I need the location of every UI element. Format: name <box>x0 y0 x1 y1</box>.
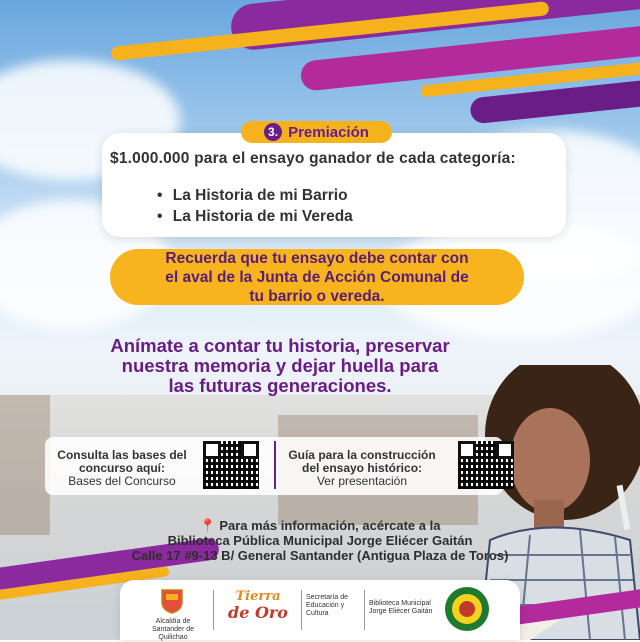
qr-code-guide[interactable] <box>458 441 514 489</box>
reminder-line: tu barrio o vereda. <box>249 287 385 305</box>
qr-right-text <box>281 449 443 488</box>
qr-left-text <box>47 449 197 488</box>
footer-logos <box>120 580 520 640</box>
motto-line: las futuras generaciones. <box>168 375 392 396</box>
category-item: • La Historia de mi Barrio <box>157 185 353 206</box>
bases-link[interactable]: Bases del Concurso <box>68 474 176 488</box>
prize-card <box>102 133 566 237</box>
divider <box>274 441 276 489</box>
qr-code-bases[interactable] <box>203 441 259 489</box>
motto-line: nuestra memoria y dejar huella para <box>121 355 439 376</box>
reminder-line: Recuerda que tu ensayo debe contar con <box>165 249 469 267</box>
qr-right-title: del ensayo histórico: <box>301 461 423 475</box>
logo-text: Tierra <box>235 589 281 604</box>
bookshelf <box>0 395 50 535</box>
category-list <box>157 185 353 227</box>
prize-description: $1.000.000 para el ensayo ganador de cada categoría: <box>110 150 516 167</box>
info-line: Para más información, acércate a la <box>219 518 441 533</box>
contact-info <box>100 518 540 563</box>
municipal-shield-icon <box>160 588 184 614</box>
logo-divider <box>301 590 302 630</box>
info-line: Biblioteca Pública Municipal Jorge Eliécer Gaitán <box>167 533 473 548</box>
tierra-de-oro-logo <box>218 590 298 621</box>
qr-left-title: Consulta las bases del <box>57 448 187 462</box>
presentation-link[interactable]: Ver presentación <box>316 474 408 488</box>
secretaria-label: Secretaría de Educación y Cultura <box>306 594 349 617</box>
reminder-banner <box>110 249 524 305</box>
motto-text <box>60 336 500 396</box>
biblioteca-label: Biblioteca Municipal Jorge Eliécer Gaitán <box>369 600 433 615</box>
qr-left-title: concurso aquí: <box>78 461 165 475</box>
logo-divider <box>364 590 365 630</box>
section-number: 3. <box>264 123 282 141</box>
category-item: • La Historia de mi Vereda <box>157 206 353 227</box>
reminder-line: el aval de la Junta de Acción Comunal de <box>165 268 469 286</box>
section-title: Premiación <box>288 123 369 141</box>
asocomunal-seal-icon <box>444 586 490 632</box>
qr-right-title: Guía para la construcción <box>288 448 436 462</box>
logo-divider <box>213 590 214 630</box>
info-line: Calle 17 #9-13 B/ General Santander (Antigua Plaza de Toros) <box>131 548 509 563</box>
alcaldia-label: Alcaldía de Santander de Quilichao <box>151 618 195 641</box>
motto-line: Anímate a contar tu historia, preservar <box>110 335 450 356</box>
location-pin-icon: 📍 <box>199 518 216 533</box>
logo-text: de Oro <box>228 603 288 622</box>
section-badge <box>241 121 392 143</box>
